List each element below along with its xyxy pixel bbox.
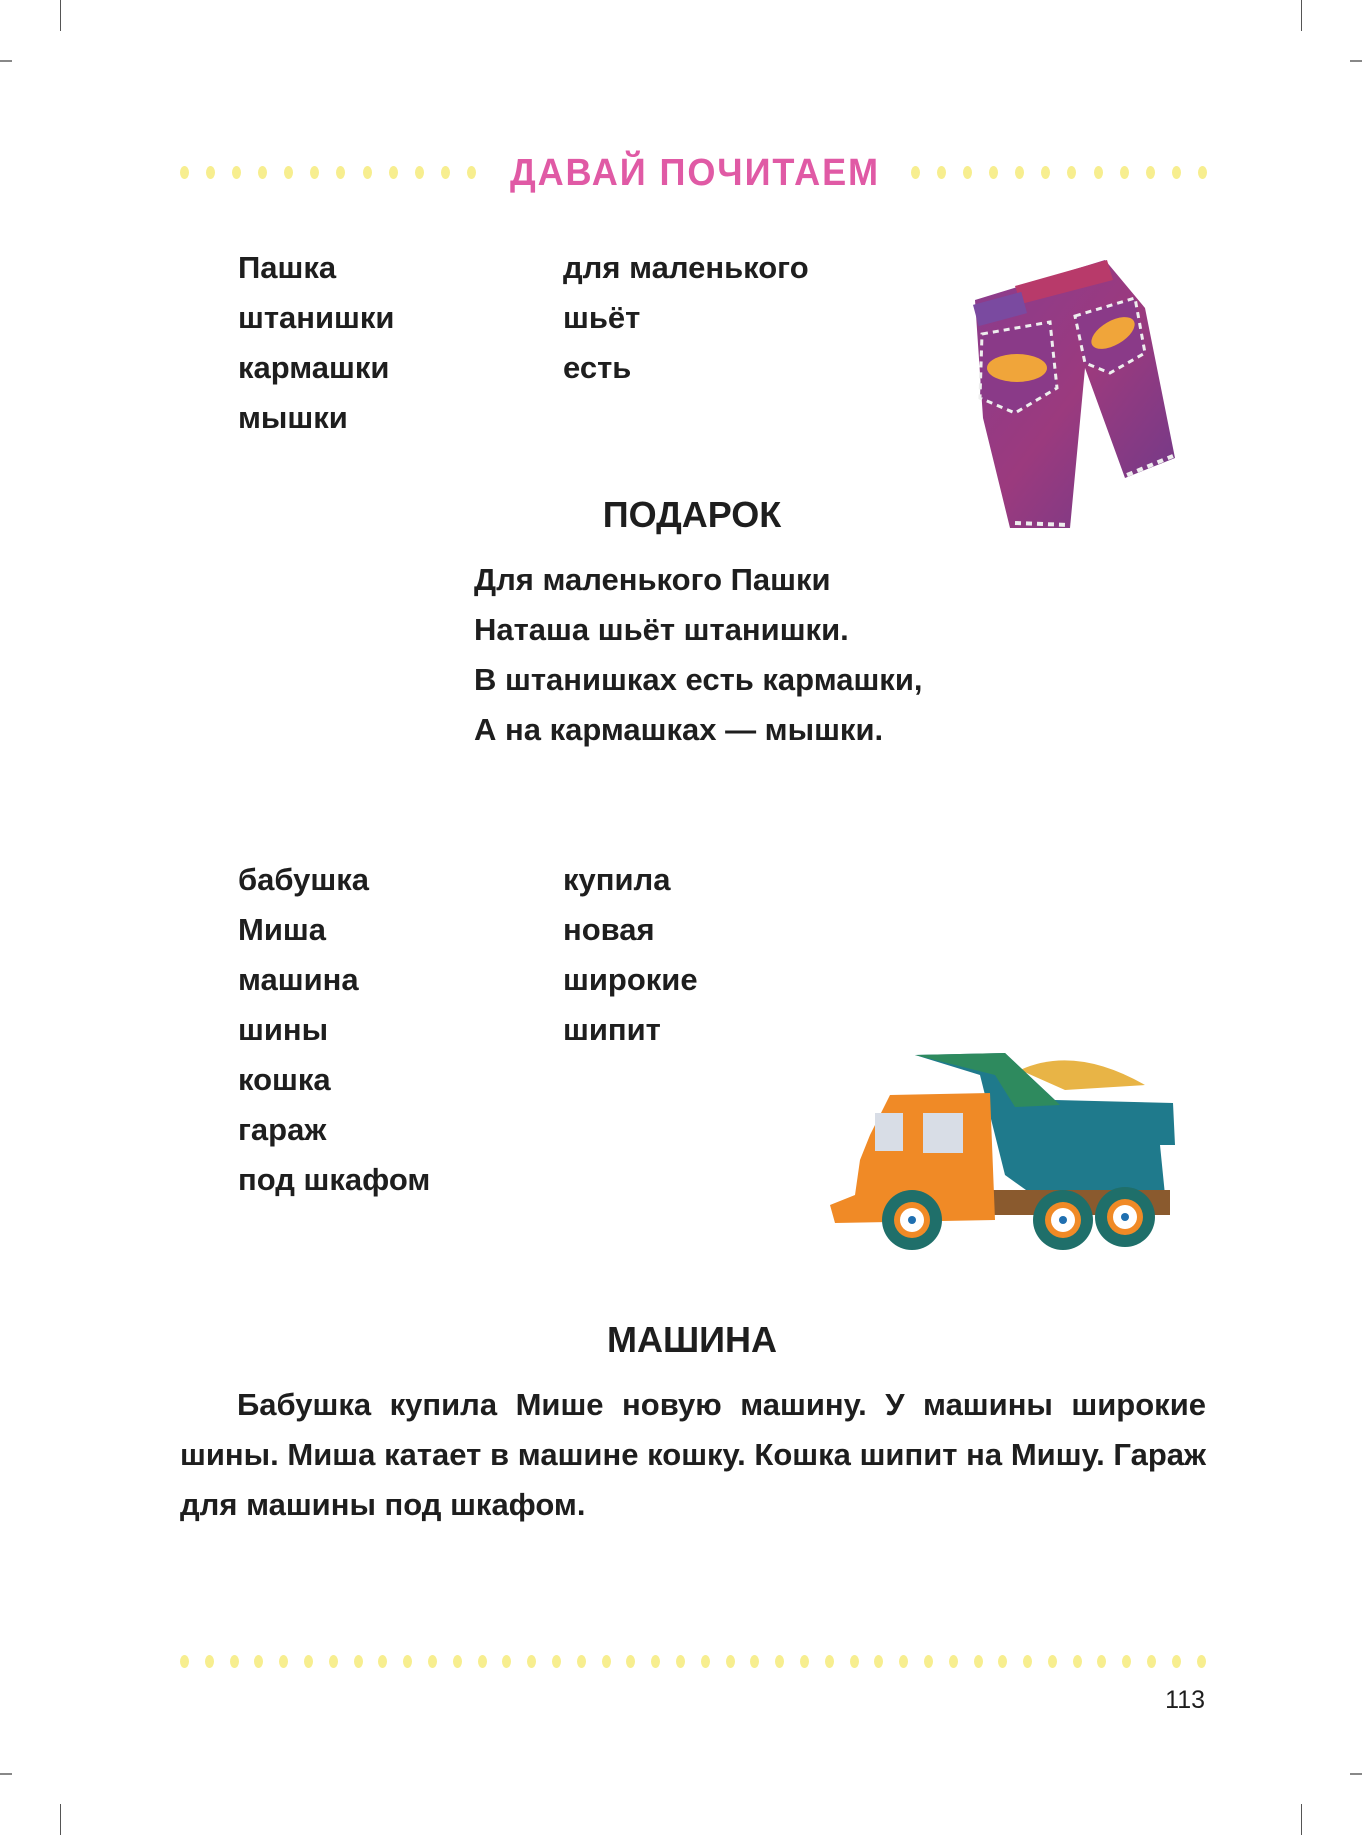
word: шипит — [563, 1012, 661, 1047]
dot — [1120, 166, 1129, 179]
dot — [205, 1655, 214, 1668]
dot — [389, 166, 398, 179]
dot — [378, 1655, 387, 1668]
dot — [206, 166, 215, 179]
dot — [1048, 1655, 1057, 1668]
dot — [310, 166, 319, 179]
word: под шкафом — [238, 1162, 431, 1197]
crop-mark — [1301, 1804, 1302, 1835]
dot — [874, 1655, 883, 1668]
word: шины — [238, 1012, 329, 1047]
story-title: МАШИНА — [606, 1319, 778, 1360]
dump-truck-illustration — [815, 1045, 1185, 1250]
dotted-rule-right — [911, 166, 1207, 179]
dot — [1067, 166, 1076, 179]
crop-mark — [1301, 0, 1302, 31]
poem-title: ПОДАРОК — [602, 494, 782, 535]
dot — [1147, 1655, 1156, 1668]
dot — [1146, 166, 1155, 179]
word: есть — [563, 350, 632, 385]
dot — [428, 1655, 437, 1668]
poem-line: А на кармашках — мышки. — [474, 712, 884, 747]
dot — [850, 1655, 859, 1668]
dot — [329, 1655, 338, 1668]
dot — [441, 166, 450, 179]
dot — [284, 166, 293, 179]
word: бабушка — [238, 862, 369, 897]
dotted-rule-left — [180, 166, 476, 179]
crop-mark — [0, 60, 12, 62]
dot — [180, 1655, 189, 1668]
dot — [1172, 166, 1181, 179]
dot — [1097, 1655, 1106, 1668]
word: для маленького — [563, 250, 809, 285]
dotted-rule-bottom — [180, 1655, 1206, 1668]
poem-line: В штанишках есть кармашки, — [474, 662, 923, 697]
dot — [478, 1655, 487, 1668]
dot — [1023, 1655, 1032, 1668]
crop-mark — [1350, 1773, 1362, 1775]
dot — [279, 1655, 288, 1668]
dot — [924, 1655, 933, 1668]
dot — [577, 1655, 586, 1668]
dot — [258, 166, 267, 179]
crop-mark — [60, 1804, 61, 1835]
dot — [230, 1655, 239, 1668]
dot — [1094, 166, 1103, 179]
dot — [800, 1655, 809, 1668]
dot — [949, 1655, 958, 1668]
dot — [502, 1655, 511, 1668]
dot — [363, 166, 372, 179]
dot — [750, 1655, 759, 1668]
dot — [336, 166, 345, 179]
dot — [1172, 1655, 1181, 1668]
pants-illustration — [935, 238, 1190, 533]
word: Миша — [238, 912, 326, 947]
crop-mark — [1350, 60, 1362, 62]
dot — [1073, 1655, 1082, 1668]
dot — [602, 1655, 611, 1668]
word: Пашка — [238, 250, 337, 285]
word: широкие — [563, 962, 698, 997]
dot — [963, 166, 972, 179]
word: машина — [238, 962, 359, 997]
dot — [304, 1655, 313, 1668]
dot — [989, 166, 998, 179]
dot — [1122, 1655, 1131, 1668]
word: мышки — [238, 400, 348, 435]
word: купила — [563, 862, 671, 897]
poem-line: Для маленького Пашки — [474, 562, 831, 597]
dot — [974, 1655, 983, 1668]
dot — [403, 1655, 412, 1668]
dot — [1041, 166, 1050, 179]
dot — [1198, 166, 1207, 179]
dot — [998, 1655, 1007, 1668]
dot — [726, 1655, 735, 1668]
dot — [232, 166, 241, 179]
story-paragraph: Бабушка купила Мише новую машину. У машины широкие шины. Миша катает в машине кошку. Кошка шипит на Мишу. Гараж для машины под шкафом. — [180, 1387, 1206, 1522]
word: гараж — [238, 1112, 327, 1147]
dot — [415, 166, 424, 179]
word: кармашки — [238, 350, 390, 385]
crop-mark — [0, 1773, 12, 1775]
dot — [911, 166, 920, 179]
dot — [467, 166, 476, 179]
dot — [825, 1655, 834, 1668]
word: шьёт — [563, 300, 641, 335]
dot — [354, 1655, 363, 1668]
page-number: 113 — [1165, 1686, 1205, 1714]
dot — [701, 1655, 710, 1668]
dot — [453, 1655, 462, 1668]
dot — [180, 166, 189, 179]
dot — [552, 1655, 561, 1668]
dot — [899, 1655, 908, 1668]
dot — [1197, 1655, 1206, 1668]
word: кошка — [238, 1062, 331, 1097]
dot — [937, 166, 946, 179]
dot — [676, 1655, 685, 1668]
crop-mark — [60, 0, 61, 31]
word: новая — [563, 912, 655, 947]
dot — [775, 1655, 784, 1668]
poem-line: Наташа шьёт штанишки. — [474, 612, 849, 647]
dot — [626, 1655, 635, 1668]
dot — [651, 1655, 660, 1668]
dot — [527, 1655, 536, 1668]
dot — [254, 1655, 263, 1668]
dot — [1015, 166, 1024, 179]
section-heading: ДАВАЙ ПОЧИТАЕМ — [509, 152, 881, 194]
word: штанишки — [238, 300, 395, 335]
